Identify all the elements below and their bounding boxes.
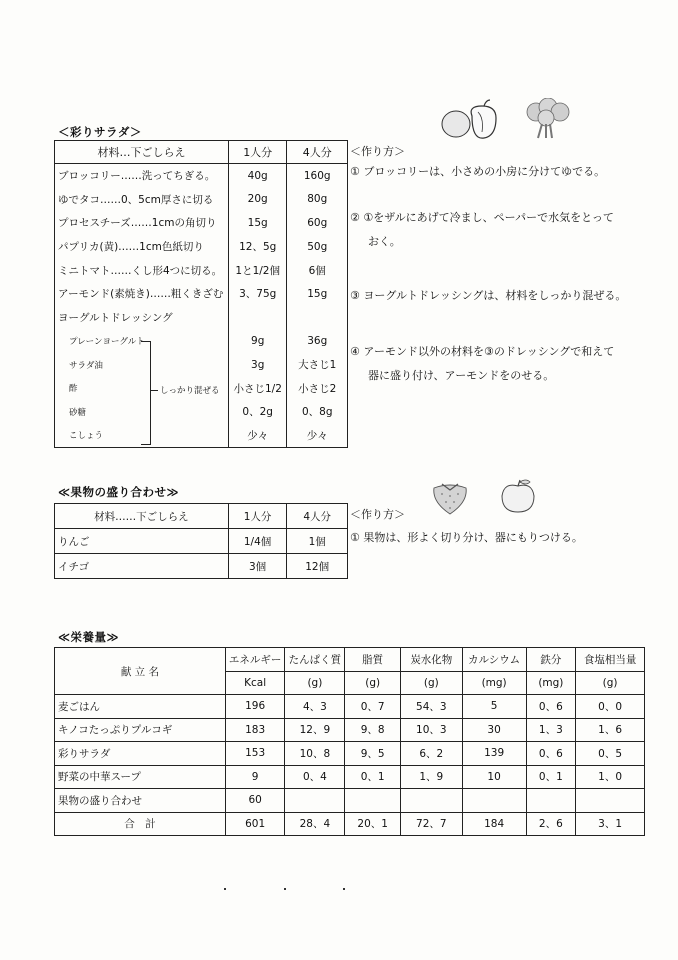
salad-howto-title: ＜作り方＞ [350,145,405,158]
unit-cell: (g) [400,671,462,695]
ingredient-cell: パプリカ(黄)……1cm色紙切り [55,235,229,259]
value-cell: 0、1 [345,765,401,789]
table-row [55,765,645,789]
value-cell: 2、6 [526,812,576,836]
value-cell [400,789,462,813]
value-cell: 3、1 [576,812,645,836]
value-cell: 10 [462,765,526,789]
qty-1-cell: 1/4個 [228,529,287,554]
apple-illustration [498,476,538,516]
header-cell: 4人分 [287,504,348,529]
value-cell: 9、5 [345,742,401,766]
value-cell [462,789,526,813]
value-cell: 0、1 [526,765,576,789]
table-row [55,554,348,579]
value-cell: 1、0 [576,765,645,789]
howto-step: おく。 [368,235,401,248]
value-cell: 30 [462,718,526,742]
value-cell: 12、9 [285,718,345,742]
value-cell: 183 [225,718,285,742]
ingredient-cell: プロセスチーズ……1cmの角切り [55,211,229,235]
header-cell: 鉄分 [526,648,576,672]
value-cell: 0、5 [576,742,645,766]
ingredient-cell: りんご [55,529,229,554]
header-cell: 炭水化物 [400,648,462,672]
table-row [55,306,348,330]
unit-cell: (mg) [462,671,526,695]
table-row [55,400,348,424]
ingredient-cell: アーモンド(素焼き)……粗くきざむ [55,282,229,306]
unit-cell: (g) [576,671,645,695]
salad-title: ＜彩りサラダ＞ [58,125,142,139]
header-cell: 材料…下ごしらえ [55,141,229,164]
header-cell: 脂質 [345,648,401,672]
value-cell: 139 [462,742,526,766]
value-cell: 184 [462,812,526,836]
qty-4-cell: 6個 [287,258,348,282]
salad-ingredients-table [54,140,348,448]
value-cell: 1、3 [526,718,576,742]
qty-4-cell: 160g [287,164,348,188]
scan-dot [343,888,345,890]
howto-step: 器に盛り付け、アーモンドをのせる。 [368,369,555,382]
howto-step: ② ①をザルにあげて冷まし、ペーパーで水気をとって [350,211,614,224]
menu-name-cell: 果物の盛り合わせ [55,789,226,813]
table-row [55,529,348,554]
unit-cell: (mg) [526,671,576,695]
table-row [55,211,348,235]
value-cell: 0、0 [576,695,645,719]
table-row [55,789,645,813]
ingredient-cell: ゆでタコ……0、5cm厚さに切る [55,188,229,212]
value-cell: 9 [225,765,285,789]
salad-howto [350,160,650,400]
value-cell: 10、8 [285,742,345,766]
nutrition-table [54,647,645,836]
value-cell [526,789,576,813]
ingredient-cell: ブロッコリー……洗ってちぎる。 [55,164,229,188]
bracket-label: しっかり混ぜる [160,386,220,396]
qty-4-cell: 50g [287,235,348,259]
qty-1-cell: 15g [228,211,287,235]
table-row [55,695,645,719]
table-header-row [55,141,348,164]
table-row [55,424,348,448]
qty-1-cell: 40g [228,164,287,188]
table-row [55,742,645,766]
header-cell: カルシウム [462,648,526,672]
value-cell: 72、7 [400,812,462,836]
ingredient-cell: ミニトマト……くし形4つに切る。 [55,258,229,282]
paprika-illustration [436,98,510,142]
table-header-row [55,504,348,529]
value-cell: 153 [225,742,285,766]
scan-dot [284,888,286,890]
qty-1-cell [228,306,287,330]
qty-4-cell: 1個 [287,529,348,554]
scan-dot [224,888,226,890]
table-row [55,164,348,188]
header-cell: たんぱく質 [285,648,345,672]
ingredient-cell: イチゴ [55,554,229,579]
howto-step: ③ ヨーグルトドレッシングは、材料をしっかり混ぜる。 [350,289,627,302]
strawberry-illustration [428,476,472,516]
qty-1-cell: 1と1/2個 [228,258,287,282]
dressing-bracket [141,341,151,445]
qty-4-cell: 大さじ1 [287,353,348,377]
qty-1-cell: 0、2g [228,400,287,424]
header-cell: 1人分 [228,504,287,529]
unit-cell: (g) [345,671,401,695]
broccoli-illustration [520,98,580,140]
howto-step: ① ブロッコリーは、小さめの小房に分けてゆでる。 [350,165,606,178]
table-row [55,282,348,306]
qty-1-cell: 小さじ1/2 [228,376,287,400]
dressing-ingredient-cell: 酢 [55,376,229,400]
qty-4-cell: 36g [287,329,348,353]
value-cell [576,789,645,813]
ingredient-cell: ヨーグルトドレッシング [55,306,229,330]
value-cell: 10、3 [400,718,462,742]
qty-1-cell: 3g [228,353,287,377]
menu-header-cell: 献 立 名 [55,648,226,695]
dressing-ingredient-cell: こしょう [55,424,229,448]
qty-4-cell: 12個 [287,554,348,579]
header-cell: エネルギー [225,648,285,672]
menu-name-cell: キノコたっぷりプルコギ [55,718,226,742]
dressing-ingredient-cell: サラダ油 [55,353,229,377]
value-cell: 0、6 [526,742,576,766]
value-cell: 54、3 [400,695,462,719]
qty-1-cell: 20g [228,188,287,212]
menu-name-cell: 野菜の中華スープ [55,765,226,789]
qty-4-cell: 少々 [287,424,348,448]
dressing-ingredient-cell: プレーンヨーグルト [55,329,229,353]
value-cell: 1、9 [400,765,462,789]
table-row [55,329,348,353]
value-cell: 4、3 [285,695,345,719]
table-row [55,235,348,259]
value-cell: 0、6 [526,695,576,719]
qty-1-cell: 3個 [228,554,287,579]
fruit-howto-title: ＜作り方＞ [350,508,405,521]
qty-4-cell: 15g [287,282,348,306]
value-cell: 60 [225,789,285,813]
menu-name-cell: 彩りサラダ [55,742,226,766]
howto-step: ④ アーモンド以外の材料を③のドレッシングで和えて [350,345,615,358]
value-cell: 20、1 [345,812,401,836]
qty-1-cell: 9g [228,329,287,353]
qty-1-cell: 3、75g [228,282,287,306]
value-cell [285,789,345,813]
value-cell: 5 [462,695,526,719]
fruit-ingredients-table [54,503,348,579]
header-cell: 食塩相当量 [576,648,645,672]
value-cell: 601 [225,812,285,836]
qty-4-cell: 80g [287,188,348,212]
header-cell: 材料……下ごしらえ [55,504,229,529]
value-cell: 28、4 [285,812,345,836]
table-row [55,188,348,212]
value-cell [345,789,401,813]
unit-cell: (g) [285,671,345,695]
unit-cell: Kcal [225,671,285,695]
menu-name-cell: 麦ごはん [55,695,226,719]
value-cell: 0、4 [285,765,345,789]
table-row [55,258,348,282]
header-cell: 1人分 [228,141,287,164]
fruit-title: ≪果物の盛り合わせ≫ [58,485,180,499]
qty-4-cell: 60g [287,211,348,235]
table-row [55,353,348,377]
table-total-row [55,812,645,836]
value-cell: 9、8 [345,718,401,742]
qty-4-cell: 小さじ2 [287,376,348,400]
value-cell: 1、6 [576,718,645,742]
table-header-row [55,648,645,672]
qty-4-cell [287,306,348,330]
total-label-cell: 合 計 [55,812,226,836]
qty-1-cell: 12、5g [228,235,287,259]
howto-step: ① 果物は、形よく切り分け、器にもりつける。 [350,531,583,544]
value-cell: 0、7 [345,695,401,719]
header-cell: 4人分 [287,141,348,164]
value-cell: 196 [225,695,285,719]
table-row [55,718,645,742]
value-cell: 6、2 [400,742,462,766]
bracket-tick [150,390,158,391]
nutrition-title: ≪栄養量≫ [58,630,120,644]
qty-4-cell: 0、8g [287,400,348,424]
qty-1-cell: 少々 [228,424,287,448]
dressing-ingredient-cell: 砂糖 [55,400,229,424]
